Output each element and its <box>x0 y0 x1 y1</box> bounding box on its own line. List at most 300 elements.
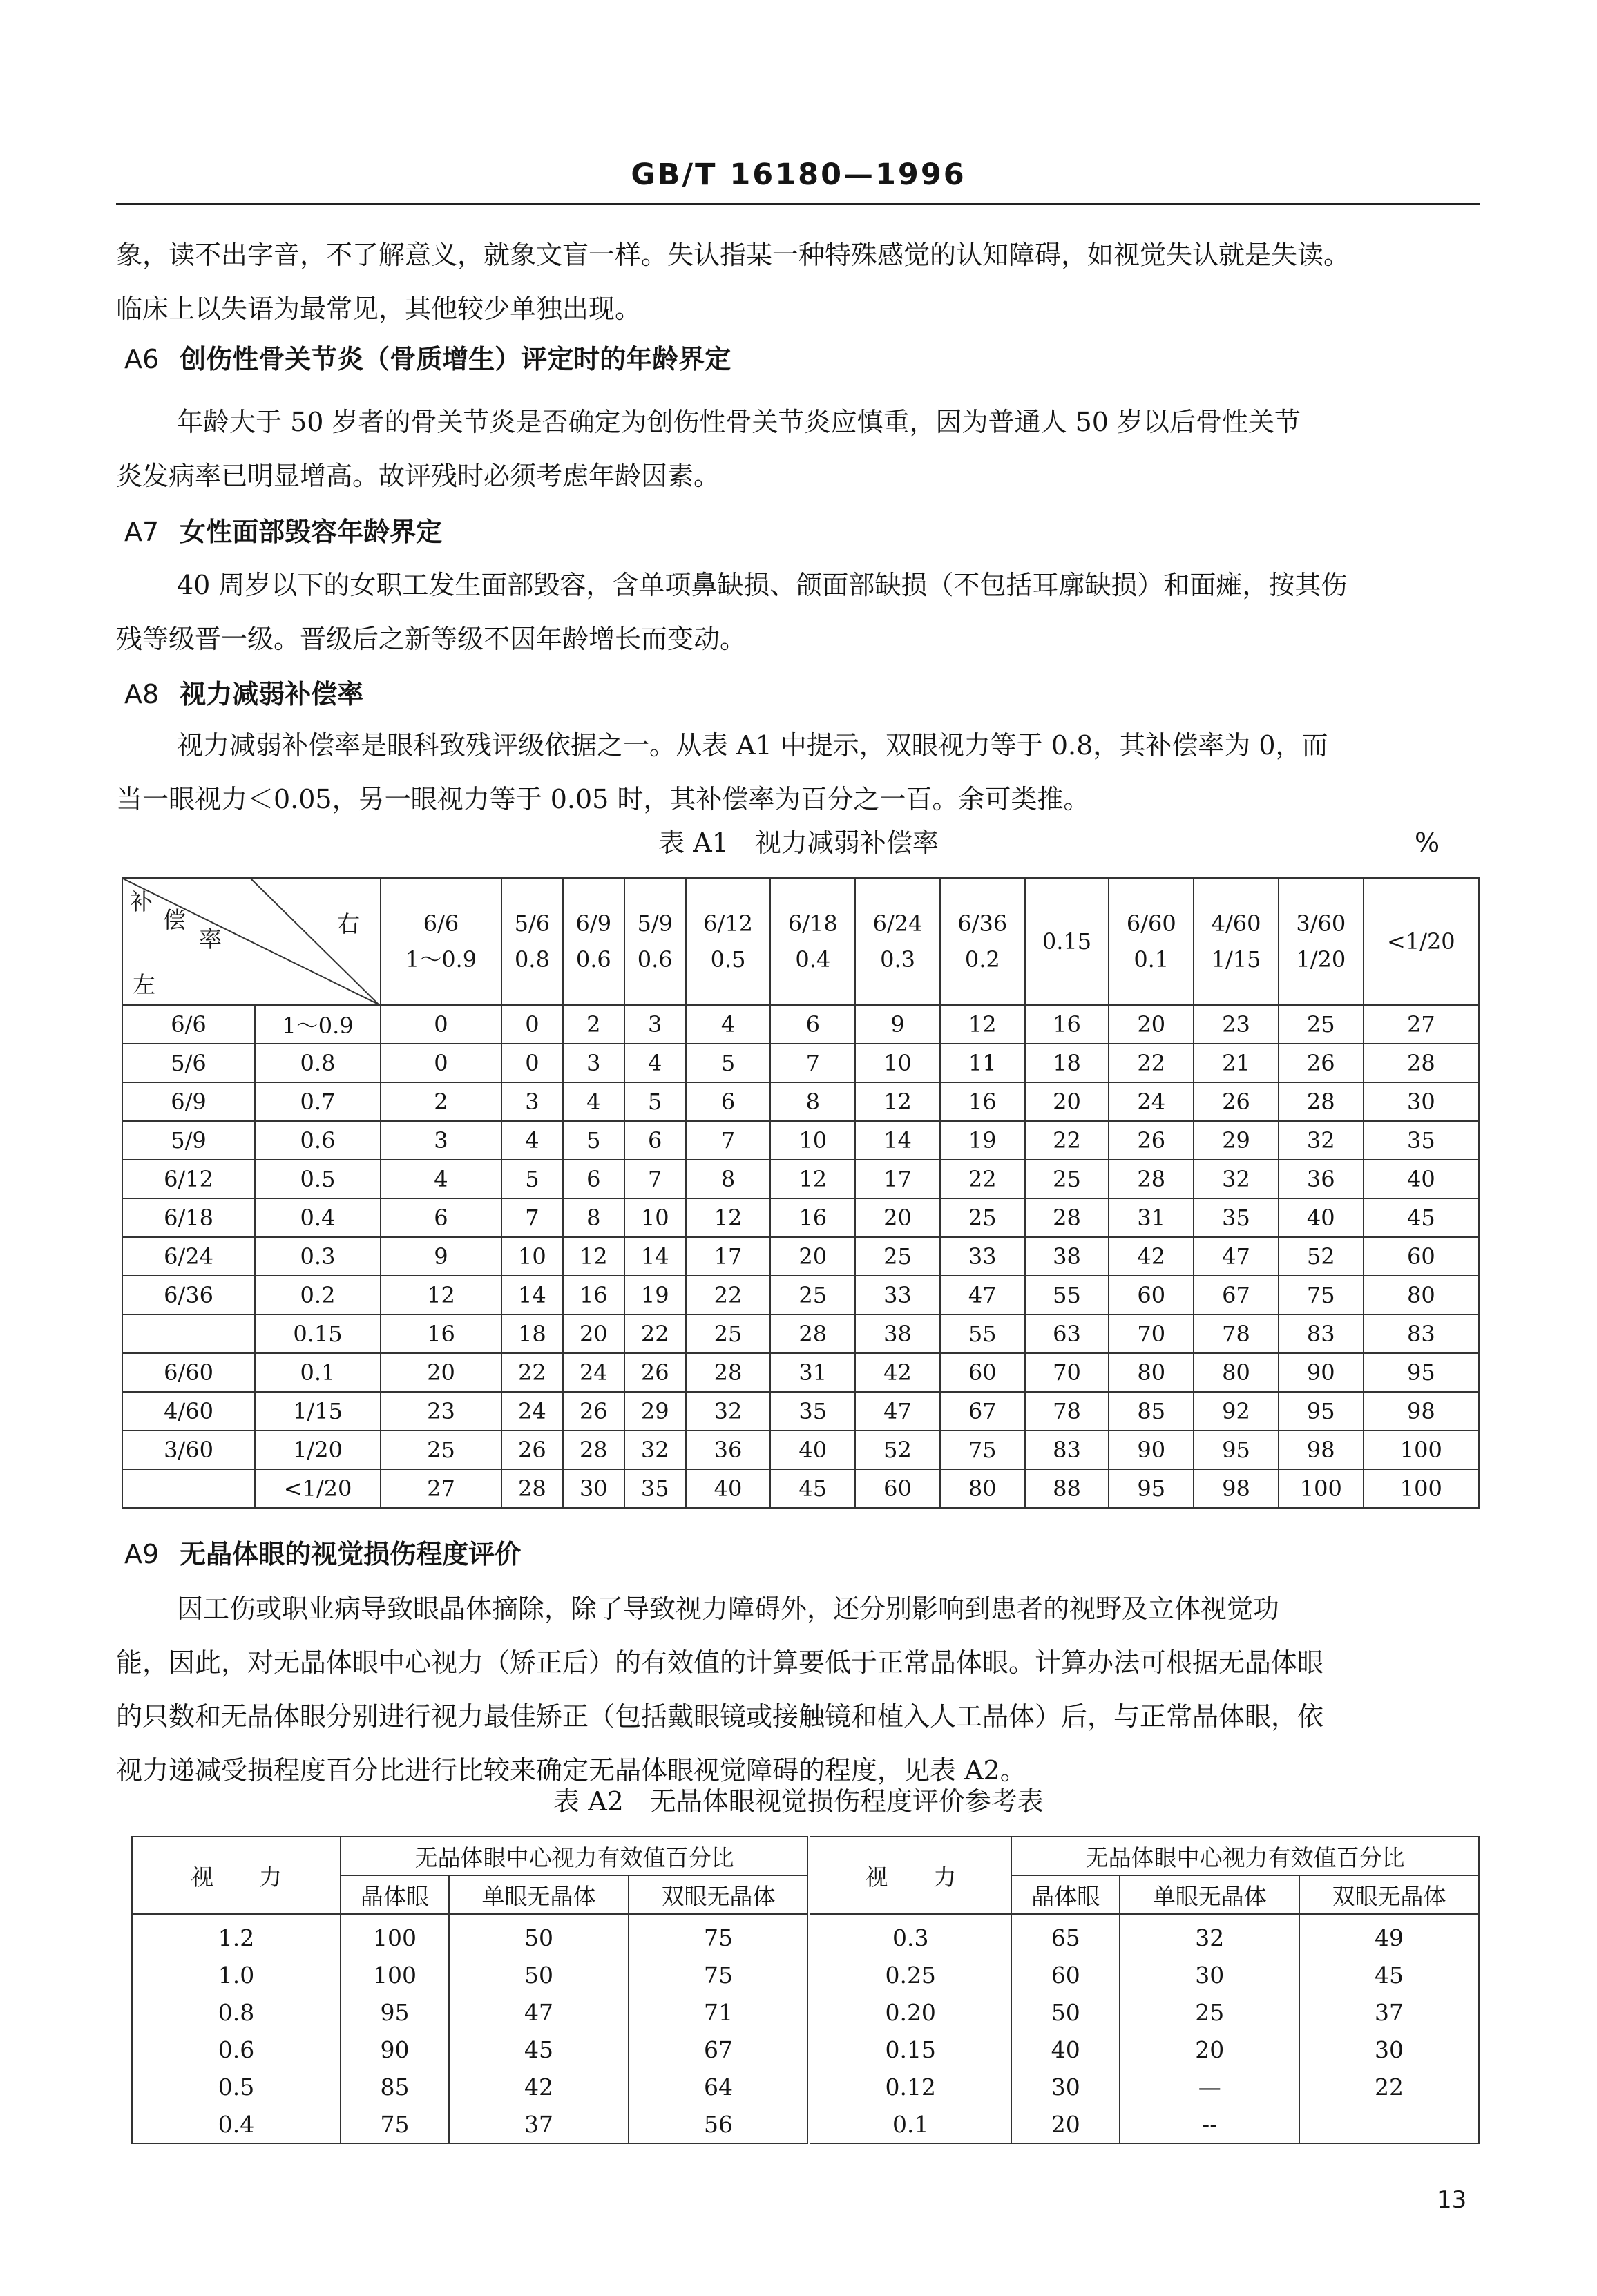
value-cell: 10 <box>770 1121 855 1160</box>
section-number: A8 <box>124 679 160 709</box>
sub-header: 双眼无晶体 <box>1299 1875 1479 1914</box>
value-cell: 0.5 <box>132 2068 341 2105</box>
value-cell: 20 <box>1120 2031 1299 2068</box>
col-snellen: 6/12 <box>703 910 753 937</box>
value-cell: 60 <box>855 1469 940 1508</box>
value-cell: 9 <box>855 1005 940 1044</box>
value-cell: 8 <box>563 1198 624 1237</box>
col-snellen: 3/60 <box>1296 910 1346 937</box>
value-cell: 47 <box>855 1392 940 1431</box>
value-cell: 95 <box>1279 1392 1364 1431</box>
value-cell: 71 <box>629 1993 809 2031</box>
col-snellen: 6/18 <box>787 910 838 937</box>
col-snellen: 4/60 <box>1211 910 1261 937</box>
row-snellen: 5/6 <box>122 1044 255 1082</box>
value-cell: 60 <box>1364 1237 1479 1276</box>
value-cell: 47 <box>449 1993 629 2031</box>
table-row <box>122 1121 1479 1160</box>
table-row <box>122 1353 1479 1392</box>
value-cell: 21 <box>1194 1044 1279 1082</box>
value-cell: 35 <box>1364 1121 1479 1160</box>
value-cell: 22 <box>624 1314 686 1353</box>
value-cell: 85 <box>1109 1392 1194 1431</box>
row-decimal: 0.2 <box>255 1276 381 1314</box>
row-snellen <box>122 1314 255 1353</box>
value-cell: 70 <box>1025 1353 1109 1392</box>
row-snellen <box>122 1469 255 1508</box>
intro-line: 象，读不出字音，不了解意义，就象文盲一样。失认指某一种特殊感觉的认知障碍，如视觉失认就是失读。 <box>116 240 1350 270</box>
sub-header: 双眼无晶体 <box>629 1875 809 1914</box>
page-number: 13 <box>1437 2186 1467 2214</box>
value-cell: 22 <box>501 1353 563 1392</box>
value-cell: 33 <box>855 1276 940 1314</box>
col-decimal: 1/15 <box>1211 946 1261 973</box>
value-cell: 92 <box>1194 1392 1279 1431</box>
value-cell: 90 <box>341 2031 449 2068</box>
value-cell: 20 <box>1025 1082 1109 1121</box>
value-cell: 38 <box>1025 1237 1109 1276</box>
value-cell: 100 <box>1279 1469 1364 1508</box>
table-row <box>122 1160 1479 1198</box>
row-decimal: 1/20 <box>255 1431 381 1469</box>
value-cell: 2 <box>563 1005 624 1044</box>
col-decimal: 1～0.9 <box>405 946 477 973</box>
value-cell: 47 <box>940 1276 1025 1314</box>
paragraph-line: 因工伤或职业病导致眼晶体摘除，除了导致视力障碍外，还分别影响到患者的视野及立体视觉功 <box>177 1594 1280 1624</box>
row-snellen: 3/60 <box>122 1431 255 1469</box>
value-cell: 12 <box>563 1237 624 1276</box>
column-header <box>501 878 563 1005</box>
value-cell: 12 <box>940 1005 1025 1044</box>
value-cell: 78 <box>1194 1314 1279 1353</box>
value-cell: 0 <box>381 1044 501 1082</box>
value-cell: 27 <box>381 1469 501 1508</box>
value-cell: 28 <box>501 1469 563 1508</box>
value-cell: 22 <box>686 1276 771 1314</box>
section-title: 女性面部毁容年龄界定 <box>180 517 443 547</box>
value-cell: 33 <box>940 1237 1025 1276</box>
col-decimal: <1/20 <box>1386 928 1455 955</box>
value-cell: 78 <box>1025 1392 1109 1431</box>
value-cell: 75 <box>341 2105 449 2143</box>
value-cell: 32 <box>1194 1160 1279 1198</box>
value-cell: 67 <box>1194 1276 1279 1314</box>
value-cell: 29 <box>624 1392 686 1431</box>
corner-cell <box>122 878 381 1005</box>
value-cell: 49 <box>1299 1914 1479 1956</box>
column-header <box>1194 878 1279 1005</box>
value-cell: 7 <box>770 1044 855 1082</box>
value-cell <box>1299 2105 1479 2143</box>
value-cell: 16 <box>563 1276 624 1314</box>
row-decimal: 0.15 <box>255 1314 381 1353</box>
table-row <box>132 1993 1479 2031</box>
value-cell: 24 <box>1109 1082 1194 1121</box>
caption-text: 表 A1 视力减弱补偿率 <box>658 827 939 858</box>
section-number: A7 <box>124 517 160 547</box>
value-cell: 30 <box>1364 1082 1479 1121</box>
value-cell: 30 <box>563 1469 624 1508</box>
table-row <box>122 1082 1479 1121</box>
table-row <box>132 2068 1479 2105</box>
value-cell: 0.1 <box>809 2105 1011 2143</box>
table-row <box>132 2031 1479 2068</box>
value-cell: 7 <box>501 1198 563 1237</box>
value-cell: 31 <box>1109 1198 1194 1237</box>
value-cell: 10 <box>624 1198 686 1237</box>
value-cell: 28 <box>1109 1160 1194 1198</box>
value-cell: 60 <box>1109 1276 1194 1314</box>
value-cell: 22 <box>1025 1121 1109 1160</box>
value-cell: 95 <box>1109 1469 1194 1508</box>
value-cell: 0.25 <box>809 1956 1011 1993</box>
value-cell: 25 <box>1120 1993 1299 2031</box>
value-cell: 25 <box>940 1198 1025 1237</box>
value-cell: 0.8 <box>132 1993 341 2031</box>
value-cell: 50 <box>1011 1993 1120 2031</box>
value-cell: 40 <box>1279 1198 1364 1237</box>
col-snellen: 5/9 <box>637 910 673 937</box>
value-cell: 83 <box>1364 1314 1479 1353</box>
row-decimal: 0.3 <box>255 1237 381 1276</box>
column-header <box>686 878 771 1005</box>
value-cell: 11 <box>940 1044 1025 1082</box>
value-cell: 12 <box>686 1198 771 1237</box>
value-cell: 100 <box>341 1956 449 1993</box>
value-cell: 5 <box>563 1121 624 1160</box>
corner-label: 右 <box>337 910 360 937</box>
value-cell: 1.2 <box>132 1914 341 1956</box>
value-cell: 9 <box>381 1237 501 1276</box>
value-cell: 83 <box>1279 1314 1364 1353</box>
row-decimal: 0.8 <box>255 1044 381 1082</box>
value-cell: 32 <box>1120 1914 1299 1956</box>
col-snellen: 6/36 <box>957 910 1008 937</box>
value-cell: 25 <box>1279 1005 1364 1044</box>
value-cell: 60 <box>1011 1956 1120 1993</box>
value-cell: 16 <box>770 1198 855 1237</box>
value-cell: 5 <box>686 1044 771 1082</box>
value-cell: 95 <box>1364 1353 1479 1392</box>
value-cell: 98 <box>1279 1431 1364 1469</box>
row-decimal: 1～0.9 <box>255 1005 381 1044</box>
value-cell: 18 <box>501 1314 563 1353</box>
value-cell: 75 <box>1279 1276 1364 1314</box>
value-cell: 45 <box>1299 1956 1479 1993</box>
section-number: A6 <box>124 344 160 374</box>
value-cell: 3 <box>381 1121 501 1160</box>
value-cell: 63 <box>1025 1314 1109 1353</box>
table-header-row <box>122 878 1479 1005</box>
paragraph-line: 当一眼视力＜0.05，另一眼视力等于 0.05 时，其补偿率为百分之一百。余可类推。 <box>116 784 1090 814</box>
column-header <box>1025 878 1109 1005</box>
table-row <box>122 1431 1479 1469</box>
value-cell: 18 <box>1025 1044 1109 1082</box>
value-cell: 52 <box>1279 1237 1364 1276</box>
value-cell: 14 <box>501 1276 563 1314</box>
value-cell: 100 <box>1364 1431 1479 1469</box>
value-cell: 0.3 <box>809 1914 1011 1956</box>
value-cell: 22 <box>1109 1044 1194 1082</box>
value-cell: 12 <box>770 1160 855 1198</box>
value-cell: 0.12 <box>809 2068 1011 2105</box>
value-cell: 25 <box>855 1237 940 1276</box>
value-cell: 4 <box>501 1121 563 1160</box>
value-cell: 67 <box>629 2031 809 2068</box>
value-cell: 19 <box>624 1276 686 1314</box>
value-cell: 14 <box>855 1121 940 1160</box>
section-a8-paragraph <box>116 718 1480 826</box>
value-cell: 64 <box>629 2068 809 2105</box>
section-a6-heading <box>124 338 731 380</box>
value-cell: 50 <box>449 1914 629 1956</box>
header-rule <box>116 203 1480 205</box>
value-cell: 100 <box>1364 1469 1479 1508</box>
value-cell: 70 <box>1109 1314 1194 1353</box>
table-row <box>122 1237 1479 1276</box>
value-cell: 85 <box>341 2068 449 2105</box>
sub-header: 晶体眼 <box>1011 1875 1120 1914</box>
col-snellen: 6/24 <box>872 910 923 937</box>
value-cell: 26 <box>563 1392 624 1431</box>
group-header: 无晶体眼中心视力有效值百分比 <box>341 1837 809 1875</box>
paragraph-line: 能，因此，对无晶体眼中心视力（矫正后）的有效值的计算要低于正常晶体眼。计算办法可根据无晶体眼 <box>116 1647 1324 1678</box>
table-a1-caption <box>0 822 1597 863</box>
row-snellen: 6/24 <box>122 1237 255 1276</box>
value-cell: 88 <box>1025 1469 1109 1508</box>
value-cell: 47 <box>1194 1237 1279 1276</box>
value-cell: 4 <box>381 1160 501 1198</box>
section-a8-heading <box>124 673 363 715</box>
vision-header: 视 力 <box>809 1837 1011 1914</box>
value-cell: 20 <box>770 1237 855 1276</box>
value-cell: 31 <box>770 1353 855 1392</box>
column-header <box>855 878 940 1005</box>
section-title: 创伤性骨关节炎（骨质增生）评定时的年龄界定 <box>180 344 731 374</box>
col-decimal: 0.15 <box>1042 928 1092 955</box>
value-cell: 67 <box>940 1392 1025 1431</box>
value-cell: 2 <box>381 1082 501 1121</box>
row-decimal: 0.6 <box>255 1121 381 1160</box>
value-cell: 60 <box>940 1353 1025 1392</box>
corner-label: 补 <box>130 888 153 915</box>
column-header <box>1109 878 1194 1005</box>
row-decimal: 1/15 <box>255 1392 381 1431</box>
value-cell: 8 <box>686 1160 771 1198</box>
value-cell: 32 <box>624 1431 686 1469</box>
row-snellen: 6/9 <box>122 1082 255 1121</box>
value-cell: 28 <box>563 1431 624 1469</box>
value-cell: 17 <box>686 1237 771 1276</box>
value-cell: 28 <box>770 1314 855 1353</box>
value-cell: 35 <box>1194 1198 1279 1237</box>
corner-label: 偿 <box>163 906 186 933</box>
value-cell: 22 <box>940 1160 1025 1198</box>
value-cell: 50 <box>449 1956 629 1993</box>
value-cell: 19 <box>940 1121 1025 1160</box>
value-cell: 0.20 <box>809 1993 1011 2031</box>
vision-header: 视 力 <box>132 1837 341 1914</box>
value-cell: 45 <box>449 2031 629 2068</box>
value-cell: 0 <box>381 1005 501 1044</box>
value-cell: 4 <box>624 1044 686 1082</box>
value-cell: 26 <box>1279 1044 1364 1082</box>
table-a2 <box>131 1836 1480 2144</box>
col-snellen: 6/60 <box>1126 910 1176 937</box>
section-a9-paragraph <box>116 1582 1480 1797</box>
value-cell: 16 <box>1025 1005 1109 1044</box>
unit-label: % <box>1415 827 1440 858</box>
value-cell: 25 <box>770 1276 855 1314</box>
value-cell: 14 <box>624 1237 686 1276</box>
value-cell: 20 <box>563 1314 624 1353</box>
value-cell: 6 <box>381 1198 501 1237</box>
value-cell: 42 <box>855 1353 940 1392</box>
value-cell: 56 <box>629 2105 809 2143</box>
row-decimal: <1/20 <box>255 1469 381 1508</box>
row-decimal: 0.4 <box>255 1198 381 1237</box>
standard-header: GB/T 16180—1996 <box>631 157 966 192</box>
value-cell: 1.0 <box>132 1956 341 1993</box>
value-cell: 12 <box>855 1082 940 1121</box>
value-cell: 35 <box>624 1469 686 1508</box>
paragraph-line: 炎发病率已明显增高。故评残时必须考虑年龄因素。 <box>116 461 720 491</box>
table-row <box>122 1314 1479 1353</box>
table-row <box>122 1005 1479 1044</box>
paragraph-line: 残等级晋一级。晋级后之新等级不因年龄增长而变动。 <box>116 624 747 654</box>
col-snellen: 6/6 <box>423 910 459 937</box>
value-cell: 75 <box>940 1431 1025 1469</box>
value-cell: 30 <box>1120 1956 1299 1993</box>
value-cell: — <box>1120 2068 1299 2105</box>
value-cell: 90 <box>1109 1431 1194 1469</box>
column-header <box>1279 878 1364 1005</box>
value-cell: 29 <box>1194 1121 1279 1160</box>
value-cell: 10 <box>855 1044 940 1082</box>
value-cell: 28 <box>1364 1044 1479 1082</box>
value-cell: 6 <box>563 1160 624 1198</box>
value-cell: 30 <box>1299 2031 1479 2068</box>
value-cell: 55 <box>940 1314 1025 1353</box>
row-snellen: 6/18 <box>122 1198 255 1237</box>
value-cell: 10 <box>501 1237 563 1276</box>
value-cell: 26 <box>501 1431 563 1469</box>
value-cell: 23 <box>381 1392 501 1431</box>
column-header <box>940 878 1025 1005</box>
value-cell: 0 <box>501 1044 563 1082</box>
row-snellen: 6/6 <box>122 1005 255 1044</box>
col-snellen: 6/9 <box>575 910 612 937</box>
value-cell: 80 <box>940 1469 1025 1508</box>
section-a6-paragraph <box>116 395 1480 503</box>
value-cell: 7 <box>686 1121 771 1160</box>
sub-header: 单眼无晶体 <box>1120 1875 1299 1914</box>
value-cell: 90 <box>1279 1353 1364 1392</box>
value-cell: 40 <box>1364 1160 1479 1198</box>
section-number: A9 <box>124 1539 160 1569</box>
value-cell: 28 <box>1279 1082 1364 1121</box>
paragraph-line: 的只数和无晶体眼分别进行视力最佳矫正（包括戴眼镜或接触镜和植入人工晶体）后，与正常晶体眼，依 <box>116 1701 1324 1732</box>
value-cell: 28 <box>1025 1198 1109 1237</box>
value-cell: 16 <box>940 1082 1025 1121</box>
value-cell: 95 <box>341 1993 449 2031</box>
column-header <box>770 878 855 1005</box>
column-header <box>381 878 501 1005</box>
column-header <box>563 878 624 1005</box>
value-cell: 37 <box>1299 1993 1479 2031</box>
value-cell: 95 <box>1194 1431 1279 1469</box>
table-row <box>122 1276 1479 1314</box>
value-cell: 16 <box>381 1314 501 1353</box>
value-cell: 22 <box>1299 2068 1479 2105</box>
value-cell: 26 <box>1109 1121 1194 1160</box>
sub-header: 晶体眼 <box>341 1875 449 1914</box>
col-decimal: 0.2 <box>964 946 1000 973</box>
value-cell: 20 <box>855 1198 940 1237</box>
table-row <box>122 1392 1479 1431</box>
value-cell: 35 <box>770 1392 855 1431</box>
row-snellen: 5/9 <box>122 1121 255 1160</box>
value-cell: 100 <box>341 1914 449 1956</box>
table-a2-caption: 表 A2 无晶体眼视觉损伤程度评价参考表 <box>553 1786 1044 1817</box>
col-decimal: 0.8 <box>514 946 550 973</box>
paragraph-line: 视力减弱补偿率是眼科致残评级依据之一。从表 A1 中提示，双眼视力等于 0.8，其补偿率为 0，而 <box>177 730 1328 760</box>
group-header: 无晶体眼中心视力有效值百分比 <box>1011 1837 1479 1875</box>
row-snellen: 6/12 <box>122 1160 255 1198</box>
value-cell: 5 <box>624 1082 686 1121</box>
value-cell: 20 <box>381 1353 501 1392</box>
row-decimal: 0.5 <box>255 1160 381 1198</box>
value-cell: 4 <box>563 1082 624 1121</box>
value-cell: 36 <box>686 1431 771 1469</box>
value-cell: 25 <box>1025 1160 1109 1198</box>
value-cell: 27 <box>1364 1005 1479 1044</box>
value-cell: 0.15 <box>809 2031 1011 2068</box>
value-cell: 37 <box>449 2105 629 2143</box>
row-snellen: 6/60 <box>122 1353 255 1392</box>
corner-label: 左 <box>133 971 155 998</box>
value-cell: 6 <box>686 1082 771 1121</box>
value-cell: 5 <box>501 1160 563 1198</box>
table-row <box>132 1956 1479 1993</box>
value-cell: 40 <box>686 1469 771 1508</box>
value-cell: 6 <box>624 1121 686 1160</box>
value-cell: 32 <box>686 1392 771 1431</box>
value-cell: 24 <box>563 1353 624 1392</box>
value-cell: 20 <box>1011 2105 1120 2143</box>
value-cell: 28 <box>686 1353 771 1392</box>
value-cell: 6 <box>770 1005 855 1044</box>
value-cell: 26 <box>1194 1082 1279 1121</box>
value-cell: -- <box>1120 2105 1299 2143</box>
col-decimal: 0.6 <box>575 946 611 973</box>
intro-line: 临床上以失语为最常见，其他较少单独出现。 <box>116 294 642 324</box>
table-row <box>122 1469 1479 1508</box>
value-cell: 0.4 <box>132 2105 341 2143</box>
section-title: 无晶体眼的视觉损伤程度评价 <box>180 1539 522 1569</box>
value-cell: 80 <box>1194 1353 1279 1392</box>
table-row <box>132 2105 1479 2143</box>
value-cell: 83 <box>1025 1431 1109 1469</box>
value-cell: 20 <box>1109 1005 1194 1044</box>
section-a9-heading <box>124 1533 521 1575</box>
col-decimal: 1/20 <box>1296 946 1346 973</box>
intro-paragraph <box>116 228 1480 336</box>
value-cell: 3 <box>501 1082 563 1121</box>
value-cell: 42 <box>1109 1237 1194 1276</box>
value-cell: 75 <box>629 1956 809 1993</box>
table-row <box>122 1198 1479 1237</box>
